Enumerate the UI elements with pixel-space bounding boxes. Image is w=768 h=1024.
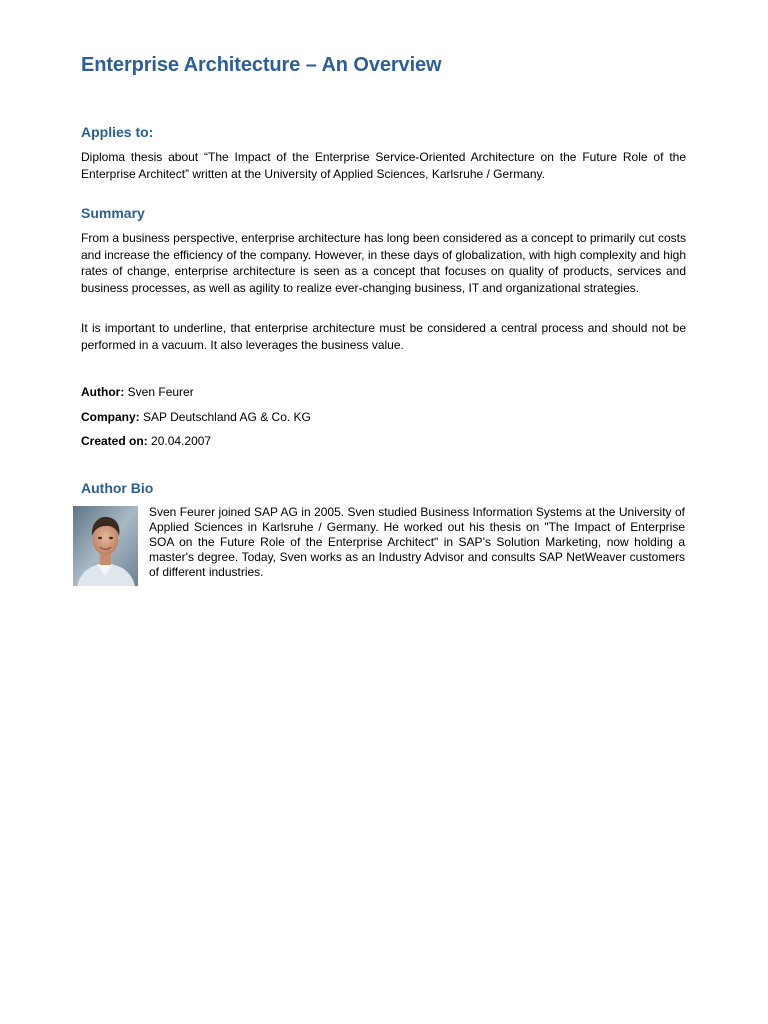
author-value: Sven Feurer — [127, 385, 194, 399]
company-label: Company: — [81, 410, 140, 424]
company-line — [81, 409, 311, 425]
author-bio-text: Sven Feurer joined SAP AG in 2005. Sven studied Business Information Systems at the University of Applied Sciences in Karlsruhe / Germany. He worked out his thesis on "The Impact of Enterprise SOA on the Future Role of the Enterprise Architect" in SAP’s Solution Marketing, now holding a master's degree. Today, Sven works as an Industry Advisor and consults SAP NetWeaver customers of different industries. — [149, 505, 685, 579]
author-label: Author: — [81, 385, 125, 399]
created-on-label: Created on: — [81, 434, 148, 448]
page-title: Enterprise Architecture – An Overview — [81, 54, 442, 76]
summary-heading: Summary — [81, 205, 145, 221]
author-line — [81, 384, 194, 400]
author-photo — [73, 506, 138, 586]
summary-paragraph-2: It is important to underline, that enterprise architecture must be considered a central process and should not be performed in a vacuum. It also leverages the business value. — [81, 321, 686, 352]
applies-to-heading: Applies to: — [81, 124, 154, 140]
company-value: SAP Deutschland AG & Co. KG — [143, 410, 311, 424]
created-on-line — [81, 433, 211, 449]
summary-paragraph-1: From a business perspective, enterprise architecture has long been considered as a concept to primarily cut costs and increase the efficiency of the company. However, in these days of globalization, with high complexity and high rates of change, enterprise architecture is seen as a concept that focuses on quality of products, services and business processes, as well as agility to realize ever-changing business, IT and organizational strategies. — [81, 231, 686, 295]
created-on-value: 20.04.2007 — [151, 434, 212, 448]
author-bio-heading: Author Bio — [81, 480, 154, 496]
author-portrait-image — [73, 506, 138, 586]
applies-to-text: Diploma thesis about “The Impact of the Enterprise Service-Oriented Architecture on the Future Role of the Enterprise Architect” written at the University of Applied Sciences, Karlsruhe / Germany. — [81, 150, 686, 181]
